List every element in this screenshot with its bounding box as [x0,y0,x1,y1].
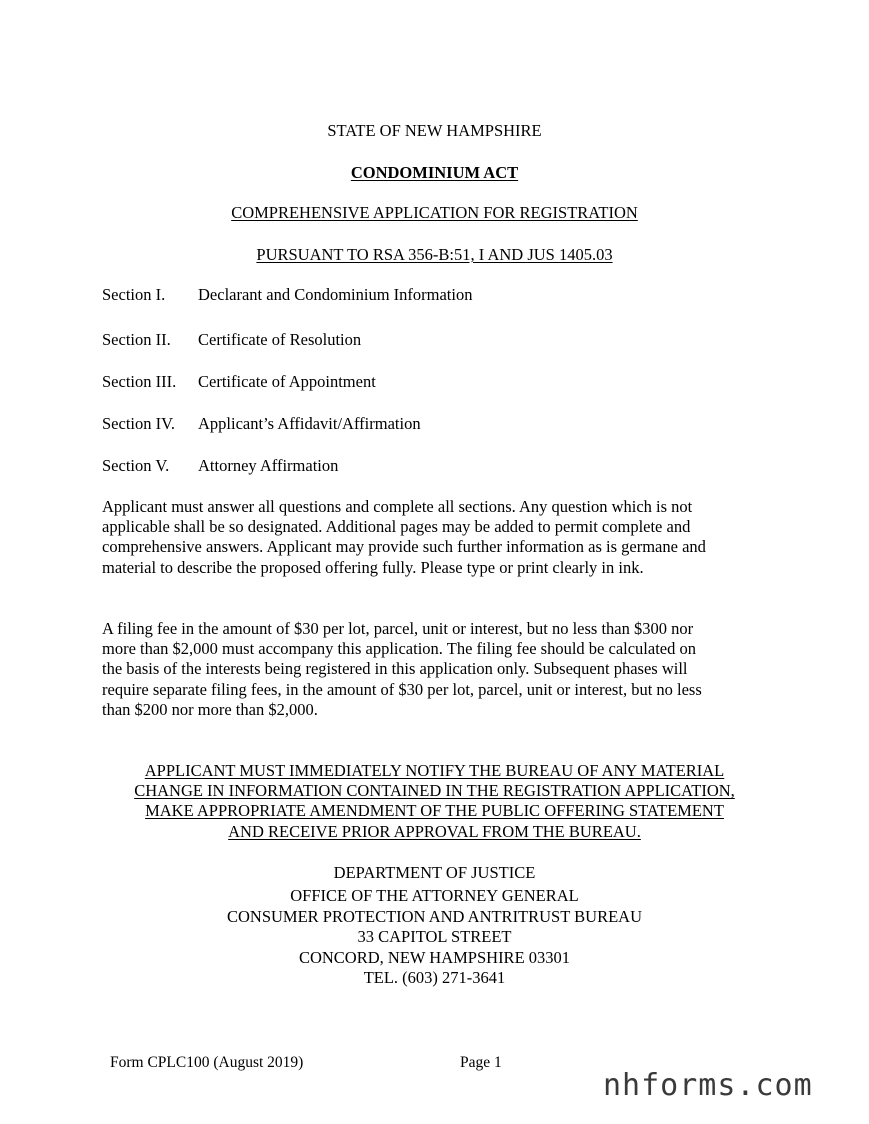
section-number: Section II. [102,330,171,349]
watermark: nhforms.com [603,1068,813,1103]
pursuant-heading: PURSUANT TO RSA 356-B:51, I AND JUS 1405.03 [256,245,613,264]
instructions-paragraph [102,497,782,578]
state-heading: STATE OF NEW HAMPSHIRE [327,121,542,140]
application-title: COMPREHENSIVE APPLICATION FOR REGISTRATION [231,203,638,222]
address-block [0,886,869,989]
section-title: Declarant and Condominium Information [198,285,473,304]
address-line: CONSUMER PROTECTION AND ANTRITRUST BUREAU [227,906,642,926]
filing-fee-line: A filing fee in the amount of $30 per lot, parcel, unit or interest, but no less than $300 nor [102,619,694,638]
section-title: Applicant’s Affidavit/Affirmation [198,414,421,433]
page-number: Page 1 [460,1054,502,1071]
section-number: Section III. [102,372,177,391]
section-number: Section V. [102,456,170,475]
notice-line: MAKE APPROPRIATE AMENDMENT OF THE PUBLIC OFFERING STATEMENT [145,801,724,821]
instructions-line: material to describe the proposed offering fully. Please type or print clearly in ink. [102,557,644,577]
section-number: Section IV. [102,414,176,433]
instructions-line: comprehensive answers. Applicant may provide such further information as is germane and [102,537,706,557]
department-heading: DEPARTMENT OF JUSTICE [333,863,536,882]
address-line: CONCORD, NEW HAMPSHIRE 03301 [298,947,571,967]
filing-fee-line: the basis of the interests being registered in this application only. Subsequent phases will [102,659,688,679]
section-title: Certificate of Resolution [198,330,362,349]
filing-fee-line: than $200 nor more than $2,000. [102,699,318,719]
filing-fee-paragraph [102,619,782,720]
address-line: TEL. (603) 271-3641 [363,968,506,987]
instructions-line: applicable shall be so designated. Additional pages may be added to permit complete and [102,517,691,537]
form-id: Form CPLC100 (August 2019) [110,1054,304,1071]
section-number: Section I. [102,285,166,304]
notice-line: CHANGE IN INFORMATION CONTAINED IN THE REGISTRATION APPLICATION, [134,781,735,801]
notice-line: AND RECEIVE PRIOR APPROVAL FROM THE BUREAU. [228,821,641,841]
section-title: Certificate of Appointment [198,372,376,391]
section-title: Attorney Affirmation [198,456,339,475]
filing-fee-line: require separate filing fees, in the amount of $30 per lot, parcel, unit or interest, but no less [102,679,702,699]
notice-line: APPLICANT MUST IMMEDIATELY NOTIFY THE BUREAU OF ANY MATERIAL [144,761,725,780]
act-heading: CONDOMINIUM ACT [350,163,519,182]
notice-block [0,761,869,842]
address-line: 33 CAPITOL STREET [357,927,512,946]
filing-fee-line: more than $2,000 must accompany this application. The filing fee should be calculated on [102,639,696,659]
address-line: OFFICE OF THE ATTORNEY GENERAL [290,886,579,905]
instructions-line: Applicant must answer all questions and complete all sections. Any question which is not [102,497,693,516]
